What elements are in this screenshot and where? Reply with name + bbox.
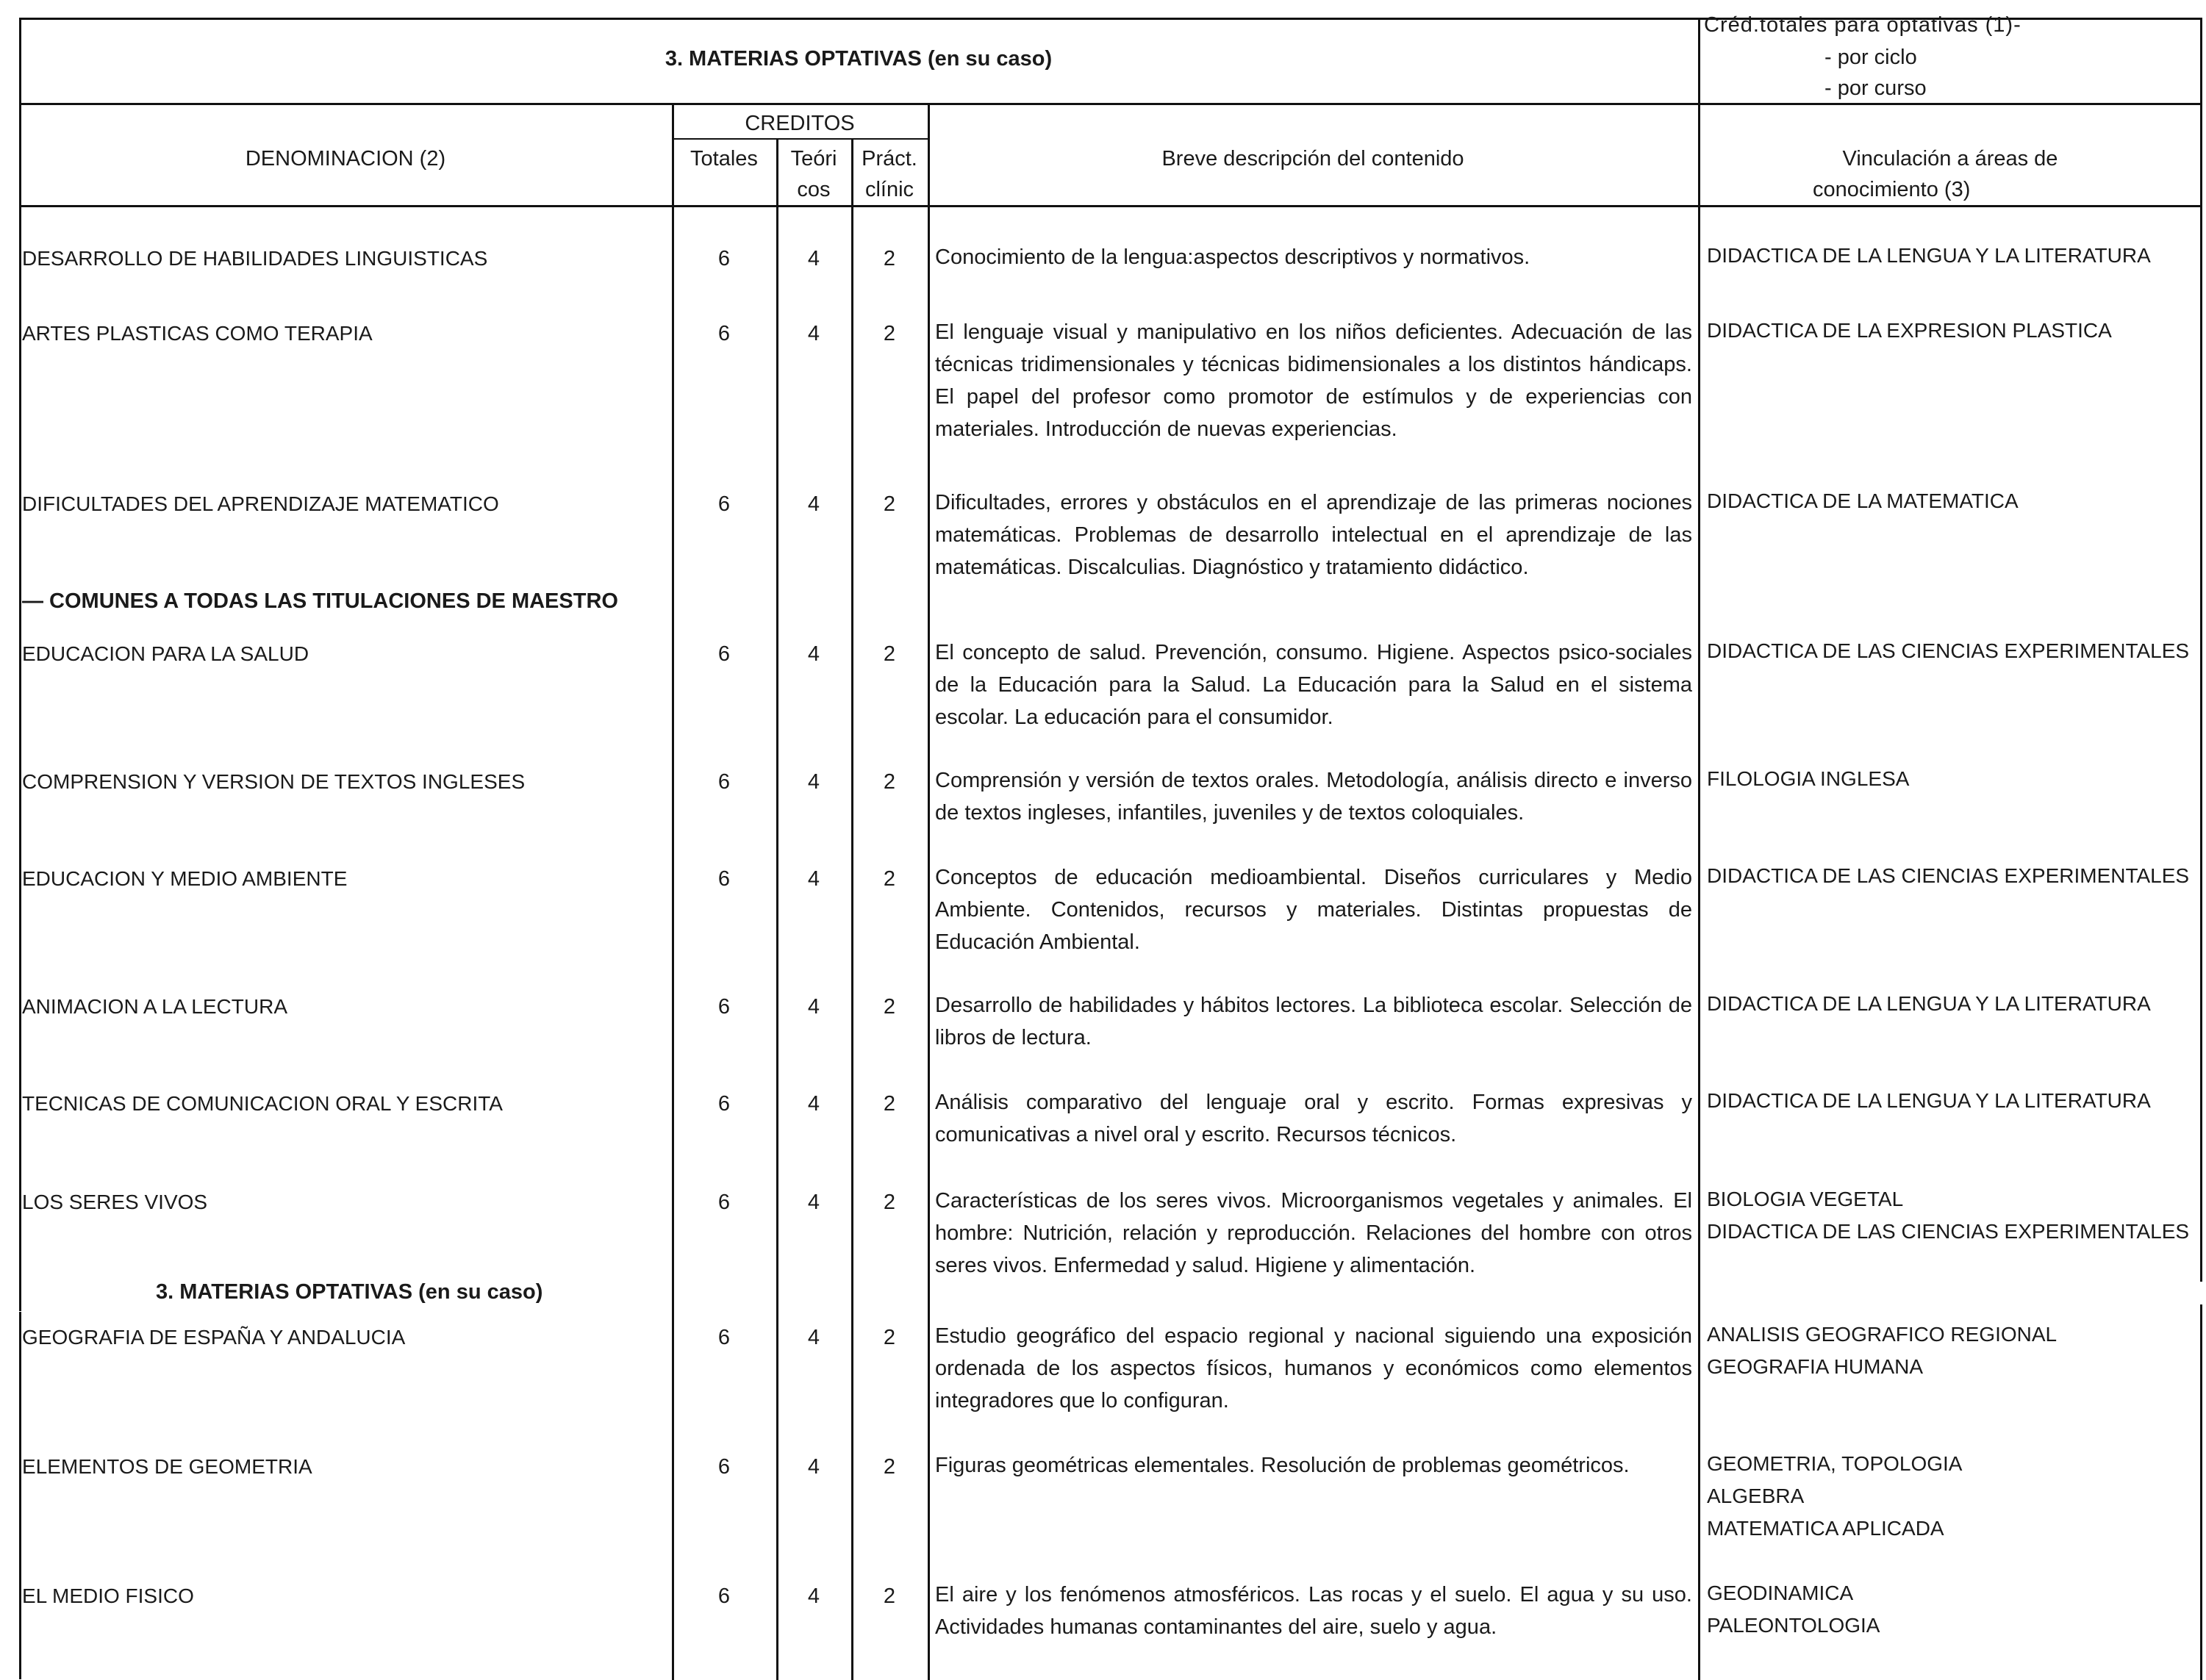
- section-label-comunes: — COMUNES A TODAS LAS TITULACIONES DE MAESTRO: [22, 589, 618, 613]
- row-area-conocimiento: PALEONTOLOGIA: [1707, 1614, 1880, 1637]
- row-creditos-teoricos: 4: [807, 247, 820, 270]
- row-denominacion: EL MEDIO FISICO: [22, 1584, 194, 1607]
- row-creditos-teoricos: 4: [807, 492, 820, 516]
- row-descripcion: Análisis comparativo del lenguaje oral y escrito. Formas expresivas y comunicativas a nivel oral y escrito. Recursos técnicos.: [935, 1091, 1692, 1146]
- row-creditos-teoricos: 4: [807, 1326, 820, 1349]
- row-creditos-teoricos: 4: [807, 995, 820, 1019]
- row-descripcion: Estudio geográfico del espacio regional y nacional siguiendo una exposición ordenada de los aspectos físicos, humanos y económicos como elementos integradores que lo configuran.: [935, 1324, 1692, 1412]
- row-creditos-totales: 6: [717, 1455, 731, 1479]
- row-descripcion: Desarrollo de habilidades y hábitos lectores. La biblioteca escolar. Selección de libros de lectura.: [935, 994, 1692, 1049]
- row-area-conocimiento: ANALISIS GEOGRAFICO REGIONAL: [1707, 1323, 2058, 1346]
- col-header-totales: Totales: [690, 147, 758, 170]
- col-header-denominacion: DENOMINACION (2): [245, 147, 446, 170]
- row-area-conocimiento: ALGEBRA: [1707, 1485, 1805, 1507]
- row-area-conocimiento: MATEMATICA APLICADA: [1707, 1517, 1944, 1540]
- row-descripcion: El lenguaje visual y manipulativo en los niños deficientes. Adecuación de las técnicas tridimensionales y técnicas bidimensionales a los distintos hándicaps. El papel del profesor como promotor de estímulos y de experiencias con materiales. Introducción de nuevas experiencias.: [935, 320, 1692, 441]
- row-creditos-practicos: 2: [883, 1191, 896, 1214]
- col-rule-totales: [672, 104, 674, 1680]
- row-area-conocimiento: DIDACTICA DE LAS CIENCIAS EXPERIMENTALES: [1707, 639, 2190, 662]
- row-denominacion: ELEMENTOS DE GEOMETRIA: [22, 1455, 312, 1478]
- cred-por-curso: - por curso: [1824, 76, 1927, 100]
- row-area-conocimiento: DIDACTICA DE LA MATEMATICA: [1707, 489, 2019, 512]
- row-area-conocimiento: GEOGRAFIA HUMANA: [1707, 1355, 1924, 1378]
- col-header-practicos-1: Práct.: [862, 147, 917, 170]
- row-area-conocimiento: DIDACTICA DE LAS CIENCIAS EXPERIMENTALES: [1707, 1220, 2190, 1243]
- col-header-vinculacion-2: conocimiento (3): [1813, 178, 1971, 201]
- cred-por-ciclo: - por ciclo: [1824, 46, 1917, 69]
- row-creditos-practicos: 2: [883, 1584, 896, 1608]
- row-creditos-totales: 6: [717, 995, 731, 1019]
- row-descripcion: El aire y los fenómenos atmosféricos. Las rocas y el suelo. El agua y su uso. Actividades humanas contaminantes del aire, suelo y agua.: [935, 1583, 1692, 1639]
- row-creditos-practicos: 2: [883, 322, 896, 345]
- row-denominacion: COMPRENSION Y VERSION DE TEXTOS INGLESES: [22, 770, 526, 793]
- row-denominacion: TECNICAS DE COMUNICACION ORAL Y ESCRITA: [22, 1092, 503, 1115]
- row-denominacion: GEOGRAFIA DE ESPAÑA Y ANDALUCIA: [22, 1326, 406, 1349]
- col-rule-descripcion: [928, 104, 930, 1680]
- row-creditos-totales: 6: [717, 247, 731, 270]
- row-creditos-teoricos: 4: [807, 322, 820, 345]
- right-border-lower: [2200, 1304, 2202, 1680]
- row-descripcion: Figuras geométricas elementales. Resolución de problemas geométricos.: [935, 1454, 1630, 1477]
- col-rule-vinculacion: [1698, 18, 1700, 1680]
- row-creditos-practicos: 2: [883, 1092, 896, 1116]
- row-creditos-totales: 6: [717, 1326, 731, 1349]
- row-denominacion: DESARROLLO DE HABILIDADES LINGUISTICAS: [22, 247, 488, 270]
- row-descripcion: Conceptos de educación medioambiental. Diseños curriculares y Medio Ambiente. Contenidos, recursos y materiales. Distintas propuestas de Educación Ambiental.: [935, 866, 1692, 954]
- row-creditos-totales: 6: [717, 1191, 731, 1214]
- row-denominacion: LOS SERES VIVOS: [22, 1191, 208, 1213]
- row-descripcion: Dificultades, errores y obstáculos en el aprendizaje de las primeras nociones matemáticas. Problemas de desarrollo intelectual en el aprendizaje de las matemáticas. Discalculias. Diagnóstico y tratamiento didáctico.: [935, 491, 1692, 579]
- col-header-vinculacion-1: Vinculación a áreas de: [1842, 147, 2058, 170]
- row-creditos-teoricos: 4: [807, 770, 820, 794]
- row-area-conocimiento: FILOLOGIA INGLESA: [1707, 767, 1910, 790]
- col-header-practicos-2: clínic: [864, 178, 914, 201]
- row-area-conocimiento: GEODINAMICA: [1707, 1582, 1854, 1604]
- row-creditos-practicos: 2: [883, 247, 896, 270]
- col-header-descripcion: Breve descripción del contenido: [1161, 147, 1464, 170]
- col-rule-practicos: [851, 138, 853, 1680]
- row-area-conocimiento: DIDACTICA DE LA LENGUA Y LA LITERATURA: [1707, 1089, 2151, 1112]
- left-border: [19, 18, 21, 1311]
- row-creditos-totales: 6: [717, 642, 731, 666]
- row-descripcion: Comprensión y versión de textos orales. Metodología, análisis directo e inverso de textos ingleses, infantiles, juveniles y de textos coloquiales.: [935, 769, 1692, 825]
- row-descripcion: Conocimiento de la lengua:aspectos descriptivos y normativos.: [935, 245, 1530, 269]
- page-title: 3. MATERIAS OPTATIVAS (en su caso): [665, 47, 1053, 71]
- row-creditos-teoricos: 4: [807, 1455, 820, 1479]
- row-descripcion: El concepto de salud. Prevención, consumo. Higiene. Aspectos psico-sociales de la Educación para la Salud. La Educación para la Salud en el sistema escolar. La educación para el consumidor.: [935, 641, 1692, 729]
- row-creditos-practicos: 2: [883, 1326, 896, 1349]
- row-creditos-teoricos: 4: [807, 642, 820, 666]
- row-creditos-teoricos: 4: [807, 1191, 820, 1214]
- row-creditos-teoricos: 4: [807, 1584, 820, 1608]
- col-header-creditos: CREDITOS: [745, 112, 855, 135]
- row-area-conocimiento: DIDACTICA DE LAS CIENCIAS EXPERIMENTALES: [1707, 864, 2190, 887]
- row-area-conocimiento: DIDACTICA DE LA EXPRESION PLASTICA: [1707, 319, 2112, 342]
- row-creditos-totales: 6: [717, 1584, 731, 1608]
- row-denominacion: ANIMACION A LA LECTURA: [22, 995, 287, 1018]
- row-creditos-practicos: 2: [883, 995, 896, 1019]
- row-creditos-practicos: 2: [883, 642, 896, 666]
- row-area-conocimiento: BIOLOGIA VEGETAL: [1707, 1188, 1904, 1210]
- right-border: [2200, 18, 2202, 1282]
- row-descripcion: Características de los seres vivos. Microorganismos vegetales y animales. El hombre: Nutrición, relación y reproducción. Relaciones del hombre con otros seres vivos. Enfermedad y salud. Higiene y alimentación.: [935, 1189, 1692, 1277]
- section-label-optativas: 3. MATERIAS OPTATIVAS (en su caso): [156, 1280, 543, 1304]
- row-area-conocimiento: GEOMETRIA, TOPOLOGIA: [1707, 1452, 1963, 1475]
- row-creditos-totales: 6: [717, 1092, 731, 1116]
- row-creditos-teoricos: 4: [807, 1092, 820, 1116]
- row-denominacion: EDUCACION Y MEDIO AMBIENTE: [22, 867, 348, 890]
- row-area-conocimiento: DIDACTICA DE LA LENGUA Y LA LITERATURA: [1707, 244, 2151, 267]
- row-denominacion: ARTES PLASTICAS COMO TERAPIA: [22, 322, 373, 345]
- row-creditos-practicos: 2: [883, 867, 896, 891]
- row-creditos-practicos: 2: [883, 1455, 896, 1479]
- cred-totales-label: Créd.totales para optativas (1)-: [1704, 13, 2021, 37]
- row-creditos-totales: 6: [717, 322, 731, 345]
- left-border-lower: [19, 1312, 21, 1679]
- row-denominacion: EDUCACION PARA LA SALUD: [22, 642, 309, 665]
- col-rule-teoricos: [776, 138, 778, 1680]
- row-denominacion: DIFICULTADES DEL APRENDIZAJE MATEMATICO: [22, 492, 499, 515]
- row-creditos-teoricos: 4: [807, 867, 820, 891]
- row-creditos-practicos: 2: [883, 770, 896, 794]
- row-creditos-totales: 6: [717, 770, 731, 794]
- col-header-teoricos-2: cos: [797, 178, 831, 201]
- col-header-teoricos-1: Teóri: [790, 147, 837, 170]
- row-creditos-totales: 6: [717, 492, 731, 516]
- row-creditos-practicos: 2: [883, 492, 896, 516]
- row-creditos-totales: 6: [717, 867, 731, 891]
- row-area-conocimiento: DIDACTICA DE LA LENGUA Y LA LITERATURA: [1707, 992, 2151, 1015]
